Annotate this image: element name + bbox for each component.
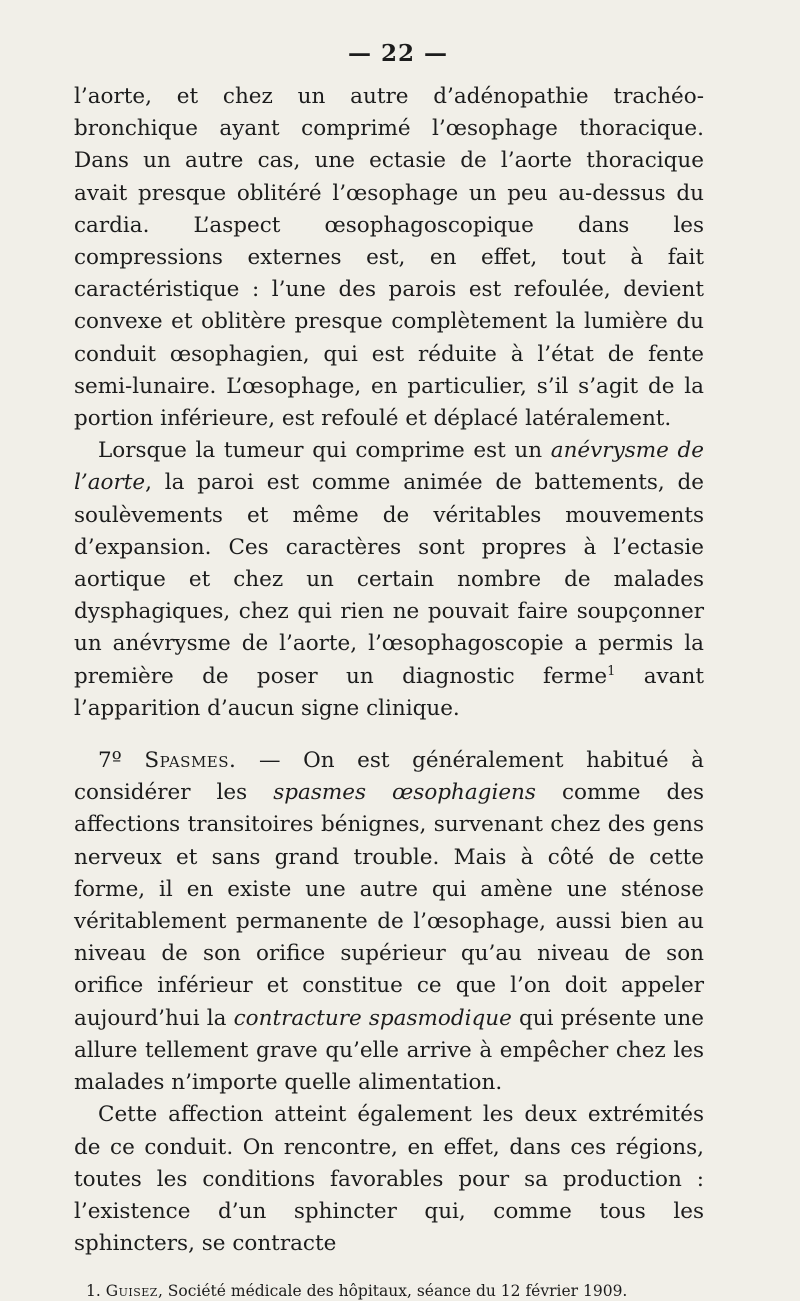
footnote-ref[interactable]: 1	[607, 663, 616, 679]
italic-term: anévrysme de l’aorte	[74, 438, 704, 496]
footnote-number: 1.	[86, 1282, 106, 1301]
text-run: comme des affections transitoires bénignes, survenant chez des gens nerveux et sans grand trouble. Mais à côté de cette forme, il en existe une autre qui amène une sténose véritablement permanente de l’œsophage, aussi bien au niveau de son orifice supérieur qu’au niveau de son orifice inférieur et constitue ce que l’on doit appeler aujourd’hui la	[74, 780, 704, 1031]
italic-term: spasmes œsophagiens	[273, 780, 536, 806]
paragraph-aorte-compression: l’aorte, et chez un autre d’adénopathie trachéo-bronchique ayant comprimé l’œsophage thoracique. Dans un autre cas, une ectasie de l’aorte thoracique avait presque oblitéré l’œsophage un peu au-dessus du cardia. L’aspect œsophagoscopique dans les compressions externes est, en effet, tout à fait caractéristique : l’une des parois est refoulée, devient convexe et oblitère presque complètement la lumière du conduit œsophagien, qui est réduite à l’état de fente semi-lunaire. L’œsophage, en particulier, s’il s’agit de la portion inférieure, est refoulé et déplacé latéralement.	[74, 84, 704, 432]
italic-term: contracture spasmodique	[233, 1005, 512, 1031]
text-run: Lorsque la tumeur qui comprime est un	[98, 438, 551, 464]
paragraph-spasmes	[74, 745, 704, 1099]
text-run: qui présente une allure tellement grave qu’elle arrive à empêcher chez les malades n’importe quelle alimentation.	[74, 1005, 704, 1096]
text-run: — On est généralement habitué à considérer les	[74, 748, 705, 806]
paragraph-anevrysme	[74, 435, 704, 725]
section-spasmes	[74, 745, 704, 1260]
paragraph-sphincter: Cette affection atteint également les deux extrémités de ce conduit. On rencontre, en effet, dans ces régions, toutes les conditions favorables pour sa production : l’existence d’un sphincter qui, comme tous les sphincters, se contracte	[74, 1102, 704, 1257]
footnote	[74, 1282, 704, 1301]
section-title: Spasmes.	[144, 748, 237, 774]
page-number: — 22 —	[347, 40, 449, 67]
body-text	[74, 81, 704, 1301]
text-run: avant l’apparition d’aucun signe clinique.	[74, 663, 704, 721]
section-number: 7º	[98, 748, 145, 774]
text-run: , la paroi est comme animée de battements, de soulèvements et même de véritables mouvements d’expansion. Ces caractères sont propres à l’ectasie aortique et chez un certain nombre de malades dysphagiques, chez qui rien ne pouvait faire soupçonner un anévrysme de l’aorte, l’œsophagoscopie a permis la première de poser un diagnostic ferme	[74, 470, 704, 689]
footnote-text: , Société médicale des hôpitaux, séance du 12 février 1909.	[157, 1282, 628, 1301]
footnote-author: Guisez	[105, 1282, 158, 1301]
